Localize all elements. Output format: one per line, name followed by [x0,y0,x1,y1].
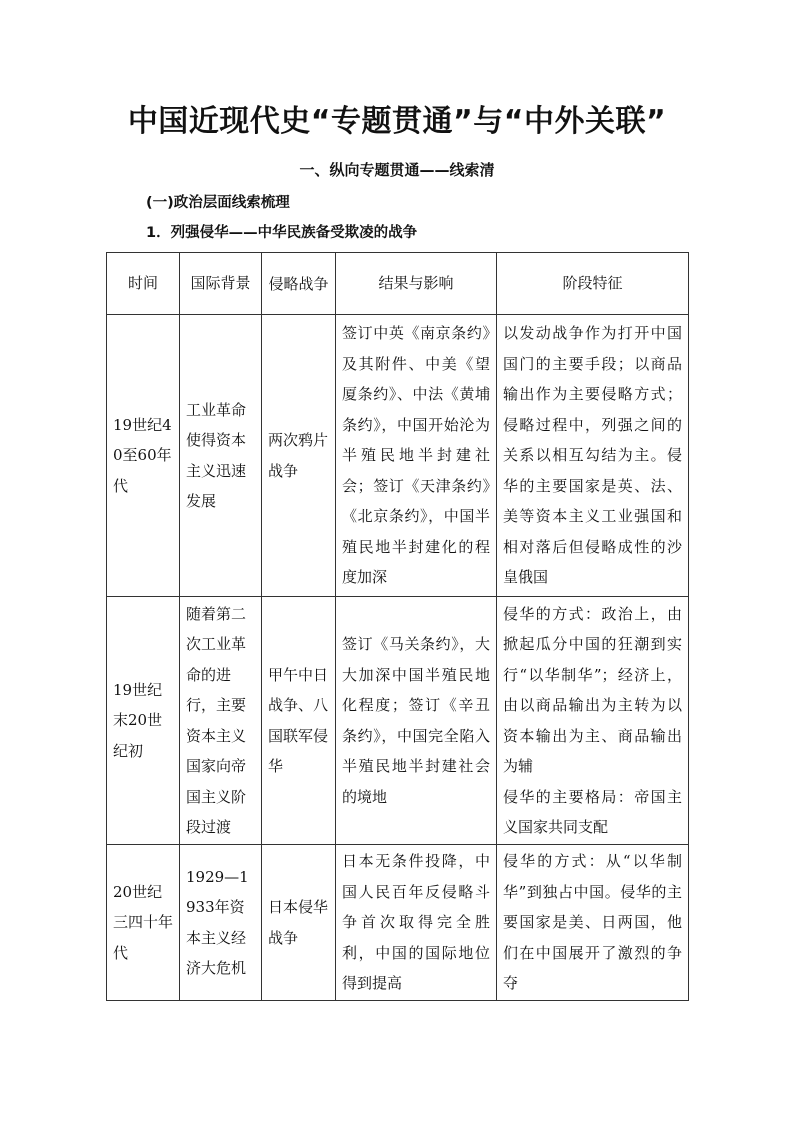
header-background: 国际背景 [180,253,262,315]
cell-background: 工业革命使得资本主义迅速发展 [180,315,262,597]
cell-war: 两次鸦片战争 [262,315,336,597]
cell-time: 19世纪40至60年代 [107,315,180,597]
header-feature: 阶段特征 [497,253,689,315]
table-row [107,315,689,597]
cell-time: 19世纪末20世纪初 [107,597,180,845]
table-row [107,597,689,845]
table-row [107,845,689,1001]
cell-background: 随着第二次工业革命的进行，主要资本主义国家向帝国主义阶段过渡 [180,597,262,845]
section-heading: 一、纵向专题贯通——线索清 [299,161,495,179]
cell-war: 甲午中日战争、八国联军侵华 [262,597,336,845]
cell-feature: 以发动战争作为打开中国国门的主要手段；以商品输出作为主要侵略方式；侵略过程中，列强之间的关系以相互勾结为主。侵华的主要国家是英、法、美等资本主义工业强国和相对落后但侵略成性的沙皇俄国 [497,315,689,597]
cell-time: 20世纪三四十年代 [107,845,180,1001]
header-result: 结果与影响 [336,253,497,315]
sub-heading: (一)政治层面线索梳理 [146,195,290,211]
feature-line: 侵华的方式：政治上，由掀起瓜分中国的狂潮到实行“以华制华”；经济上，由以商品输出为主转为以资本输出为主、商品输出为辅 [503,604,682,775]
cell-war: 日本侵华战争 [262,845,336,1001]
history-table [106,252,689,1001]
page-title: 中国近现代史“专题贯通”与“中外关联” [127,104,667,139]
topic-heading: 1．列强侵华——中华民族备受欺凌的战争 [146,225,418,241]
cell-feature [497,597,689,845]
cell-result: 日本无条件投降，中国人民百年反侵略斗争首次取得完全胜利，中国的国际地位得到提高 [336,845,497,1001]
cell-feature: 侵华的方式：从“以华制华”到独占中国。侵华的主要国家是美、日两国，他们在中国展开了激烈的争夺 [497,845,689,1001]
cell-result: 签订中英《南京条约》及其附件、中美《望厦条约》、中法《黄埔条约》，中国开始沦为半殖民地半封建社会；签订《天津条约》《北京条约》，中国半殖民地半封建化的程度加深 [336,315,497,597]
cell-result: 签订《马关条约》，大大加深中国半殖民地化程度；签订《辛丑条约》，中国完全陷入半殖民地半封建社会的境地 [336,597,497,845]
feature-line: 侵华的主要格局：帝国主义国家共同支配 [503,787,682,836]
cell-background: 1929—1933年资本主义经济大危机 [180,845,262,1001]
header-time: 时间 [107,253,180,315]
table-header-row [107,253,689,315]
header-war: 侵略战争 [262,253,336,315]
